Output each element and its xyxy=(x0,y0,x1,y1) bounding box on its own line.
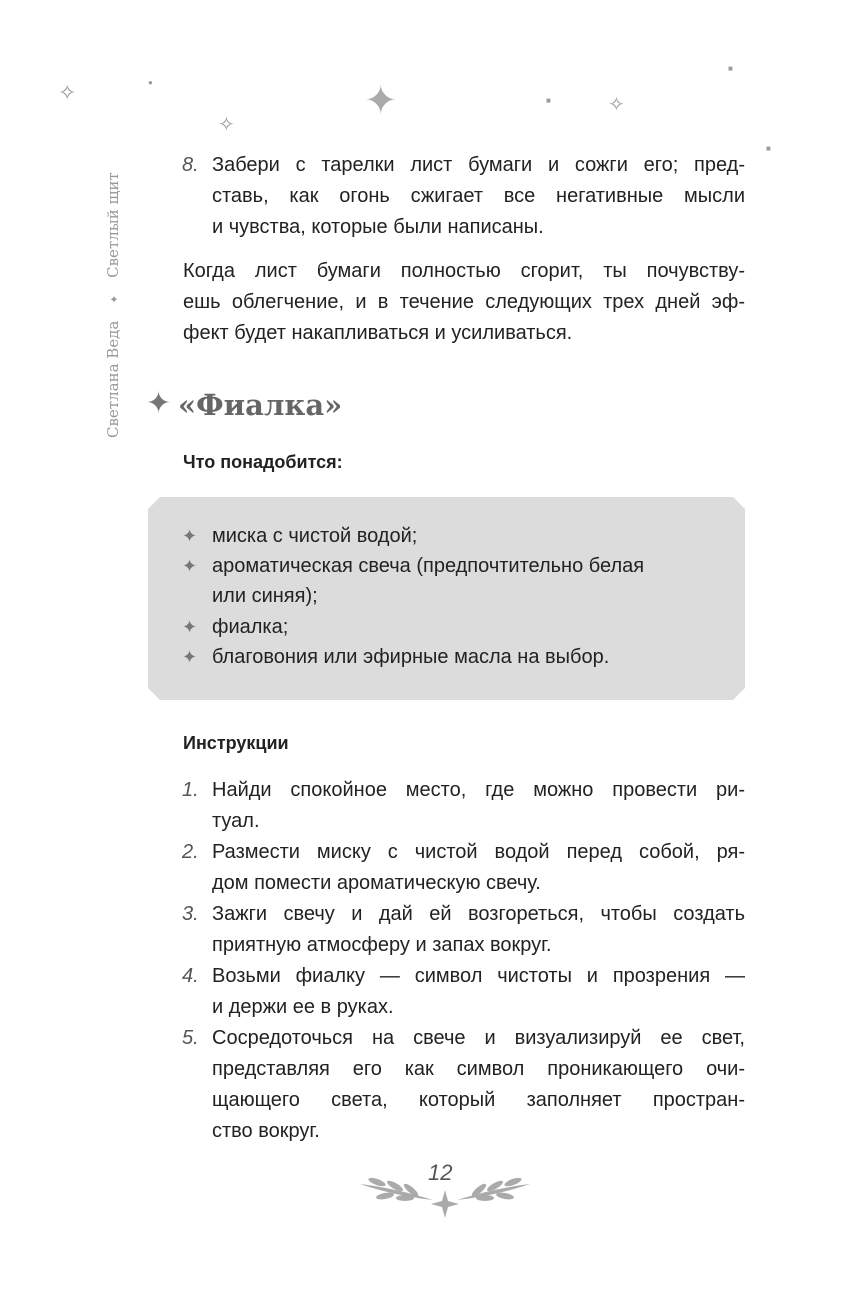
item-line: и чувства, которые были написаны. xyxy=(212,216,544,238)
needs-item: или синяя); xyxy=(212,585,318,607)
section-title: «Фиалка» xyxy=(178,388,343,422)
item-line: приятную атмосферу и запах вокруг. xyxy=(212,934,552,956)
needs-item: ароматическая свеча (предпочтительно белая xyxy=(212,555,645,577)
needs-heading: Что понадобится: xyxy=(183,452,343,472)
item-line: щающего света, который заполняет простран- xyxy=(212,1089,745,1111)
sparkle-icon: ✧ xyxy=(608,94,625,116)
running-head-title: Светлый щит xyxy=(104,172,122,278)
item-line: и держи ее в руках. xyxy=(212,996,394,1018)
item-number: 2. xyxy=(182,841,199,863)
sparkle-icon: ✧ xyxy=(218,114,235,136)
bullet-icon: ✦ xyxy=(182,526,198,546)
bullet-icon: ✦ xyxy=(182,647,198,667)
item-line: дом помести ароматическую свечу. xyxy=(212,872,541,894)
running-head xyxy=(104,172,122,438)
sparkle-icon: ✧ xyxy=(58,80,77,105)
dot-icon: ■ xyxy=(728,64,733,73)
diamond-icon: ✦ xyxy=(146,387,172,420)
dot-icon: ● xyxy=(148,78,153,87)
item-line: Зажги свечу и дай ей возгореться, чтобы создать xyxy=(212,903,745,925)
paragraph-line: фект будет накапливаться и усиливаться. xyxy=(183,322,573,344)
item-number: 5. xyxy=(182,1027,199,1049)
paragraph-line: ешь облегчение, и в течение следующих трех дней эф- xyxy=(183,291,745,313)
dot-icon: ■ xyxy=(546,96,551,105)
item-line: ство вокруг. xyxy=(212,1120,320,1142)
needs-item: миска с чистой водой; xyxy=(212,525,418,547)
item-number: 4. xyxy=(182,965,199,987)
item-line: Забери с тарелки лист бумаги и сожги его; пред- xyxy=(212,154,745,176)
item-line: представляя его как символ проникающего очи- xyxy=(212,1058,745,1080)
page-number: 12 xyxy=(428,1160,453,1185)
needs-item: благовония или эфирные масла на выбор. xyxy=(212,646,610,668)
item-number: 8. xyxy=(182,154,199,176)
paragraph-line: Когда лист бумаги полностью сгорит, ты почувству- xyxy=(183,260,745,282)
item-line: Сосредоточься на свече и визуализируй ее свет, xyxy=(212,1027,745,1049)
item-line: Размести миску с чистой водой перед собой, ря- xyxy=(212,841,745,863)
running-head-author: Светлана Веда xyxy=(104,320,122,438)
item-number: 1. xyxy=(182,779,199,801)
item-line: Найди спокойное место, где можно провести ри- xyxy=(212,779,745,801)
item-line: ставь, как огонь сжигает все негативные мысли xyxy=(212,185,745,207)
item-number: 3. xyxy=(182,903,199,925)
item-line: туал. xyxy=(212,810,260,832)
instructions-heading: Инструкции xyxy=(183,733,289,753)
item-line: Возьми фиалку — символ чистоты и прозрения — xyxy=(212,965,745,987)
diamond-icon: ✦ xyxy=(108,294,121,304)
needs-item: фиалка; xyxy=(212,616,289,638)
sparkle-icon: ✦ xyxy=(364,79,398,123)
bullet-icon: ✦ xyxy=(182,617,198,637)
bullet-icon: ✦ xyxy=(182,556,198,576)
dot-icon: ■ xyxy=(766,144,771,153)
laurel-ornament-icon xyxy=(355,1170,535,1220)
